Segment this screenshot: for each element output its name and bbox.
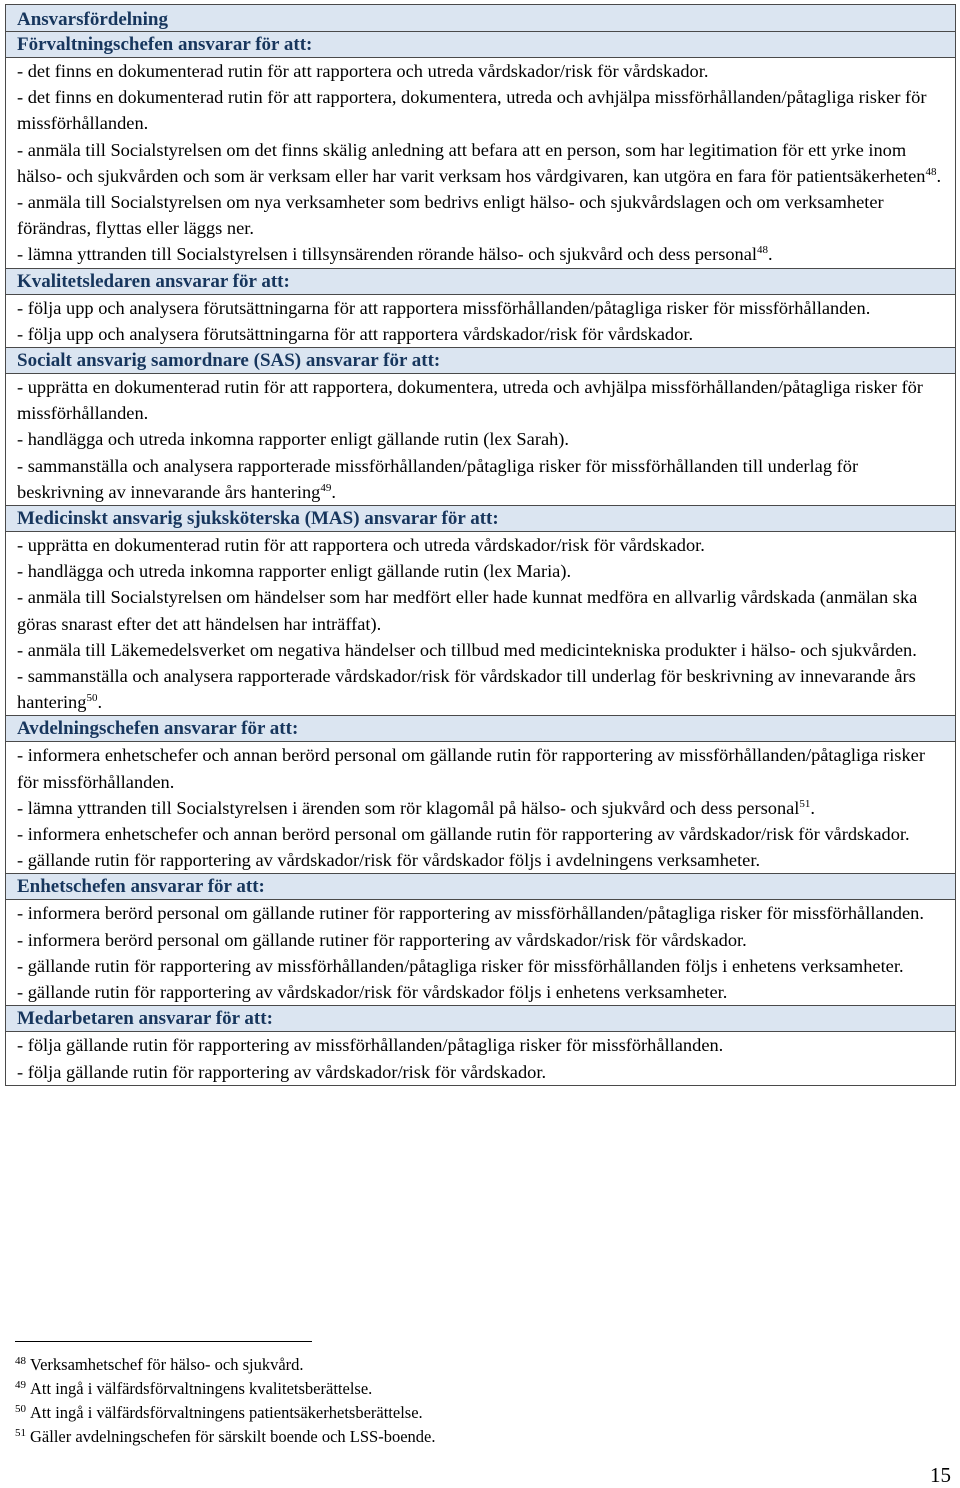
responsibility-item xyxy=(17,900,947,926)
section-body xyxy=(6,742,955,873)
responsibility-item xyxy=(17,742,947,794)
responsibility-item xyxy=(17,189,947,241)
item-text: - informera enhetschefer och annan berörd personal om gällande rutin för rapportering av missförhållanden/påtagliga risker för missförhållanden. xyxy=(17,745,925,792)
section-heading: Avdelningschefen ansvarar för att: xyxy=(6,716,955,742)
section-heading: Förvaltningschefen ansvarar för att: xyxy=(6,32,955,58)
item-text: - sammanställa och analysera rapporterade missförhållanden/påtagliga risker för missförhållanden till underlag för beskrivning av innevarande års hantering xyxy=(17,455,859,502)
responsibility-item xyxy=(17,374,947,426)
item-tail: . xyxy=(810,797,816,818)
section-body xyxy=(6,295,955,347)
footnotes xyxy=(15,1353,436,1449)
section xyxy=(6,32,955,269)
footnote-number: 51 xyxy=(15,1427,26,1439)
responsibility-item xyxy=(17,795,947,821)
item-text: - följa gällande rutin för rapportering av vårdskador/risk för vårdskador. xyxy=(17,1061,547,1082)
table-title: Ansvarsfördelning xyxy=(6,5,955,32)
responsibility-item xyxy=(17,953,947,979)
item-tail: . xyxy=(936,165,942,186)
responsibility-item xyxy=(17,84,947,136)
section-heading: Medicinskt ansvarig sjuksköterska (MAS) ansvarar för att: xyxy=(6,506,955,532)
responsibility-item xyxy=(17,426,947,452)
footnote xyxy=(15,1353,436,1377)
responsibility-item xyxy=(17,295,947,321)
section-heading: Kvalitetsledaren ansvarar för att: xyxy=(6,269,955,295)
footnote-number: 48 xyxy=(15,1355,26,1367)
footnote-text: Verksamhetschef för hälso- och sjukvård. xyxy=(30,1355,304,1374)
section xyxy=(6,716,955,874)
responsibility-item xyxy=(17,979,947,1005)
footnote-ref: 48 xyxy=(757,244,769,257)
footnote-ref: 50 xyxy=(86,692,98,705)
section-body xyxy=(6,532,955,715)
item-text: - informera berörd personal om gällande rutiner för rapportering av missförhållanden/påtagliga risker för missförhållanden. xyxy=(17,903,924,924)
section-body xyxy=(6,58,955,268)
footnote-ref: 51 xyxy=(799,797,811,810)
section-heading: Enhetschefen ansvarar för att: xyxy=(6,874,955,900)
item-text: - det finns en dokumenterad rutin för att rapportera, dokumentera, utreda och avhjälpa missförhållanden/påtagliga risker för missförhållanden. xyxy=(17,87,927,134)
item-text: - gällande rutin för rapportering av vårdskador/risk för vårdskador följs i avdelningens verksamheter. xyxy=(17,850,761,871)
section-heading: Medarbetaren ansvarar för att: xyxy=(6,1006,955,1032)
item-text: - anmäla till Socialstyrelsen om händelser som har medfört eller hade kunnat medföra en allvarlig vårdskada (anmälan ska göras snarast efter det att händelsen har inträffat). xyxy=(17,587,918,634)
page-number: 15 xyxy=(930,1463,951,1487)
section xyxy=(6,269,955,348)
item-text: - informera enhetschefer och annan berörd personal om gällande rutin för rapportering av vårdskador/risk för vårdskador. xyxy=(17,824,910,845)
item-text: - handlägga och utreda inkomna rapporter enligt gällande rutin (lex Sarah). xyxy=(17,429,570,450)
responsibility-item xyxy=(17,532,947,558)
item-text: - upprätta en dokumenterad rutin för att rapportera och utreda vårdskador/risk för vårdskador. xyxy=(17,535,705,556)
responsibility-item xyxy=(17,321,947,347)
section-body xyxy=(6,374,955,505)
item-text: - anmäla till Läkemedelsverket om negativa händelser och tillbud med medicintekniska produkter i hälso- och sjukvården. xyxy=(17,639,917,660)
responsibility-table xyxy=(5,4,956,1086)
section-heading: Socialt ansvarig samordnare (SAS) ansvarar för att: xyxy=(6,348,955,374)
footnote-separator xyxy=(15,1341,312,1342)
item-text: - följa upp och analysera förutsättningarna för att rapportera missförhållanden/påtagliga risker för missförhållanden. xyxy=(17,297,871,318)
responsibility-item xyxy=(17,1032,947,1058)
item-text: - upprätta en dokumenterad rutin för att rapportera, dokumentera, utreda och avhjälpa missförhållanden/påtagliga risker för missförhållanden. xyxy=(17,377,923,424)
section-body xyxy=(6,900,955,1005)
item-text: - följa upp och analysera förutsättningarna för att rapportera vårdskador/risk för vårdskador. xyxy=(17,323,694,344)
section xyxy=(6,348,955,506)
item-text: - anmäla till Socialstyrelsen om det finns skälig anledning att befara att en person, som har legitimation för ett yrke inom hälso- och sjukvården och som är verksam eller har varit verksam hos vårdgivaren, kan utgöra en fara för patientsäkerheten xyxy=(17,139,926,186)
section xyxy=(6,874,955,1006)
item-text: - det finns en dokumenterad rutin för att rapportera och utreda vårdskador/risk för vårdskador. xyxy=(17,61,709,81)
item-text: - anmäla till Socialstyrelsen om nya verksamheter som bedrivs enligt hälso- och sjukvårdslagen och om verksamheter förändras, flyttas eller läggs ner. xyxy=(17,192,884,239)
responsibility-item xyxy=(17,241,947,267)
item-text: - lämna yttranden till Socialstyrelsen i tillsynsärenden rörande hälso- och sjukvård och dess personal xyxy=(17,244,758,265)
responsibility-item xyxy=(17,847,947,873)
responsibility-item xyxy=(17,637,947,663)
item-tail: . xyxy=(768,244,773,265)
footnote-number: 50 xyxy=(15,1403,26,1415)
section-body xyxy=(6,1032,955,1084)
item-text: - lämna yttranden till Socialstyrelsen i ärenden som rör klagomål på hälso- och sjukvård och dess personal xyxy=(17,797,800,818)
item-text: - sammanställa och analysera rapporterade vårdskador/risk för vårdskador till underlag för beskrivning av innevarande års hantering xyxy=(17,666,916,713)
footnote xyxy=(15,1425,436,1449)
responsibility-item xyxy=(17,558,947,584)
responsibility-item xyxy=(17,58,947,84)
responsibility-item xyxy=(17,453,947,505)
section xyxy=(6,506,955,716)
footnote-ref: 48 xyxy=(925,165,937,178)
section xyxy=(6,1006,955,1084)
footnote-ref: 49 xyxy=(320,481,332,494)
footnote xyxy=(15,1377,436,1401)
item-text: - gällande rutin för rapportering av vårdskador/risk för vårdskador följs i enhetens verksamheter. xyxy=(17,982,728,1003)
item-tail: . xyxy=(97,692,103,713)
footnote-text: Att ingå i välfärdsförvaltningens kvalitetsberättelse. xyxy=(30,1379,373,1398)
responsibility-item xyxy=(17,927,947,953)
footnote-number: 49 xyxy=(15,1379,26,1391)
responsibility-item xyxy=(17,137,947,189)
item-tail: . xyxy=(331,481,336,502)
item-text: - handlägga och utreda inkomna rapporter enligt gällande rutin (lex Maria). xyxy=(17,561,572,582)
responsibility-item xyxy=(17,584,947,636)
responsibility-item xyxy=(17,1059,947,1085)
responsibility-item xyxy=(17,663,947,715)
footnote-text: Att ingå i välfärdsförvaltningens patientsäkerhetsberättelse. xyxy=(30,1403,423,1422)
item-text: - gällande rutin för rapportering av missförhållanden/påtagliga risker för missförhållanden följs i enhetens verksamheter. xyxy=(17,955,904,976)
item-text: - följa gällande rutin för rapportering av missförhållanden/påtagliga risker för missförhållanden. xyxy=(17,1035,724,1056)
footnote-text: Gäller avdelningschefen för särskilt boende och LSS-boende. xyxy=(30,1427,436,1446)
responsibility-item xyxy=(17,821,947,847)
item-text: - informera berörd personal om gällande rutiner för rapportering av vårdskador/risk för vårdskador. xyxy=(17,929,747,950)
footnote xyxy=(15,1401,436,1425)
sections-container xyxy=(6,32,955,1085)
